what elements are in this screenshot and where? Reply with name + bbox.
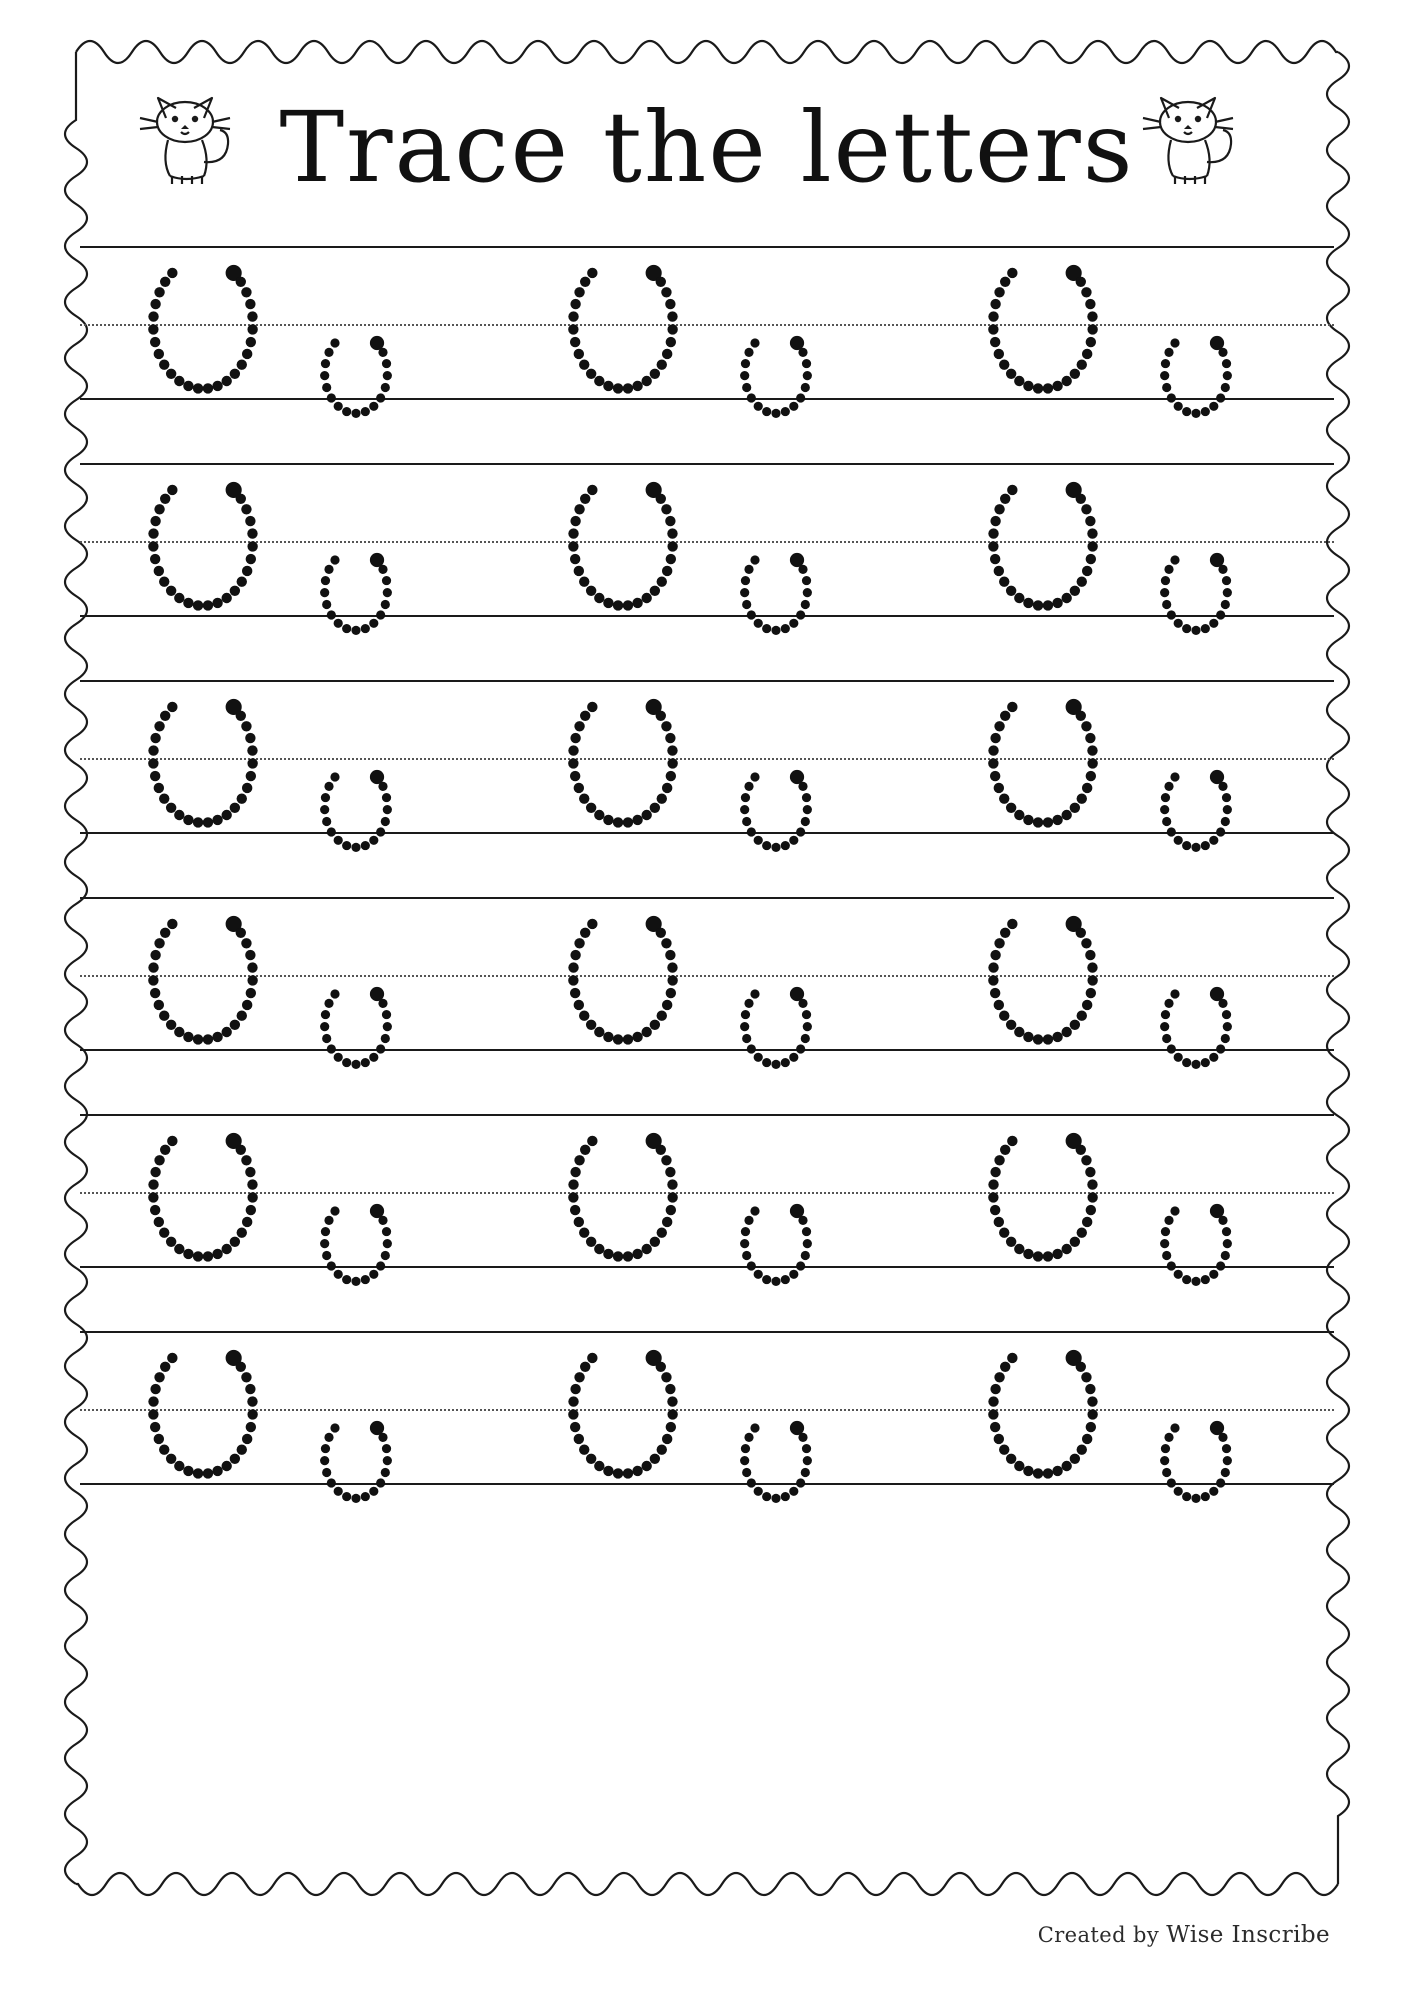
writing-line-solid bbox=[80, 246, 1334, 248]
trace-glyph-uppercase[interactable] bbox=[568, 688, 678, 828]
trace-glyph-lowercase[interactable] bbox=[740, 1196, 812, 1286]
trace-glyph-uppercase[interactable] bbox=[148, 905, 258, 1045]
trace-glyph-uppercase[interactable] bbox=[568, 905, 678, 1045]
trace-glyph-lowercase[interactable] bbox=[1160, 1413, 1232, 1503]
trace-glyph-uppercase[interactable] bbox=[988, 688, 1098, 828]
writing-line-solid bbox=[80, 398, 1334, 400]
trace-glyph-lowercase[interactable] bbox=[320, 328, 392, 418]
trace-glyph-lowercase[interactable] bbox=[740, 545, 812, 635]
trace-glyph-uppercase[interactable] bbox=[568, 471, 678, 611]
writing-line-dashed-midline bbox=[80, 1192, 1334, 1194]
trace-glyph-lowercase[interactable] bbox=[740, 1413, 812, 1503]
trace-glyph-lowercase[interactable] bbox=[320, 1413, 392, 1503]
trace-glyph-lowercase[interactable] bbox=[320, 1196, 392, 1286]
credit-brand: Wise Inscribe bbox=[1166, 1922, 1330, 1948]
trace-glyph-uppercase[interactable] bbox=[988, 1122, 1098, 1262]
writing-line-solid bbox=[80, 1049, 1334, 1051]
writing-line-solid bbox=[80, 1483, 1334, 1485]
writing-line-dashed-midline bbox=[80, 975, 1334, 977]
trace-glyph-uppercase[interactable] bbox=[568, 254, 678, 394]
trace-glyph-uppercase[interactable] bbox=[988, 1339, 1098, 1479]
cat-icon bbox=[1135, 88, 1243, 191]
trace-glyph-uppercase[interactable] bbox=[148, 254, 258, 394]
trace-glyph-uppercase[interactable] bbox=[988, 471, 1098, 611]
trace-glyph-lowercase[interactable] bbox=[320, 545, 392, 635]
credit-prefix: Created by bbox=[1037, 1923, 1160, 1947]
trace-glyph-uppercase[interactable] bbox=[568, 1122, 678, 1262]
page-title-text: Trace the letters bbox=[279, 90, 1135, 204]
trace-glyph-lowercase[interactable] bbox=[1160, 1196, 1232, 1286]
trace-glyph-uppercase[interactable] bbox=[148, 1122, 258, 1262]
trace-glyph-lowercase[interactable] bbox=[1160, 979, 1232, 1069]
trace-glyph-uppercase[interactable] bbox=[148, 1339, 258, 1479]
trace-glyph-uppercase[interactable] bbox=[148, 471, 258, 611]
writing-line-dashed-midline bbox=[80, 324, 1334, 326]
trace-glyph-lowercase[interactable] bbox=[740, 328, 812, 418]
trace-glyph-uppercase[interactable] bbox=[568, 1339, 678, 1479]
trace-glyph-lowercase[interactable] bbox=[740, 979, 812, 1069]
writing-line-solid bbox=[80, 680, 1334, 682]
trace-glyph-lowercase[interactable] bbox=[740, 762, 812, 852]
writing-line-dashed-midline bbox=[80, 758, 1334, 760]
trace-glyph-uppercase[interactable] bbox=[988, 905, 1098, 1045]
trace-glyph-lowercase[interactable] bbox=[320, 762, 392, 852]
writing-line-dashed-midline bbox=[80, 541, 1334, 543]
writing-line-solid bbox=[80, 1331, 1334, 1333]
credit bbox=[1038, 1922, 1330, 1948]
trace-glyph-uppercase[interactable] bbox=[148, 688, 258, 828]
trace-glyph-lowercase[interactable] bbox=[1160, 762, 1232, 852]
writing-line-solid bbox=[80, 1266, 1334, 1268]
trace-glyph-uppercase[interactable] bbox=[988, 254, 1098, 394]
writing-line-solid bbox=[80, 832, 1334, 834]
writing-line-solid bbox=[80, 897, 1334, 899]
trace-glyph-lowercase[interactable] bbox=[1160, 328, 1232, 418]
cat-icon bbox=[132, 88, 240, 191]
writing-line-solid bbox=[80, 1114, 1334, 1116]
trace-glyph-lowercase[interactable] bbox=[1160, 545, 1232, 635]
writing-line-dashed-midline bbox=[80, 1409, 1334, 1411]
trace-glyph-lowercase[interactable] bbox=[320, 979, 392, 1069]
writing-line-solid bbox=[80, 615, 1334, 617]
writing-line-solid bbox=[80, 463, 1334, 465]
